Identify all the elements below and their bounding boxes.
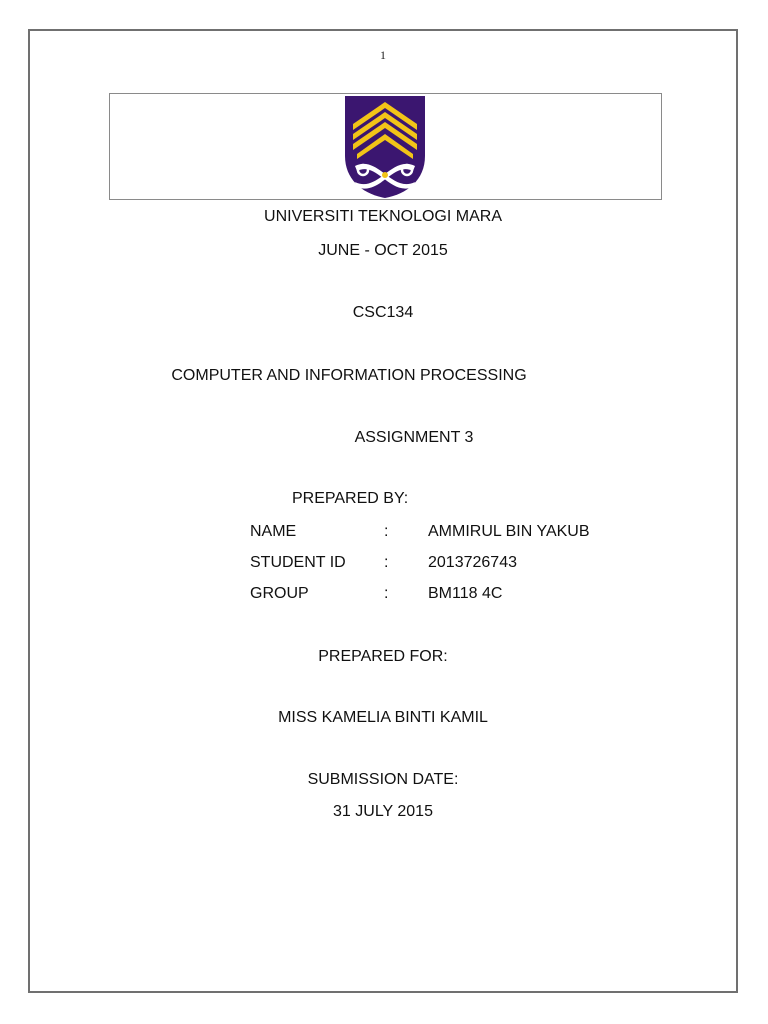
submission-heading: SUBMISSION DATE: (307, 771, 459, 788)
row-colon: : (384, 554, 389, 571)
row-label: STUDENT ID (250, 554, 346, 571)
uitm-crest-icon (343, 94, 427, 200)
university-name: UNIVERSITI TEKNOLOGI MARA (264, 208, 502, 225)
course-name: COMPUTER AND INFORMATION PROCESSING (171, 367, 527, 384)
course-code: CSC134 (352, 304, 414, 321)
row-value: BM118 4C (428, 585, 503, 602)
row-colon: : (384, 585, 389, 602)
row-colon: : (384, 523, 389, 540)
assignment-title: ASSIGNMENT 3 (354, 429, 474, 446)
logo-frame (109, 93, 662, 200)
document-page (28, 29, 738, 993)
submission-date: 31 JULY 2015 (333, 803, 433, 820)
page-number: 1 (380, 48, 386, 62)
prepared-for-heading: PREPARED FOR: (318, 648, 448, 665)
row-value: AMMIRUL BIN YAKUB (428, 523, 590, 540)
lecturer-name: MISS KAMELIA BINTI KAMIL (278, 709, 488, 726)
session: JUNE - OCT 2015 (318, 242, 448, 259)
row-label: NAME (250, 523, 297, 540)
prepared-by-heading: PREPARED BY: (292, 490, 409, 507)
row-value: 2013726743 (428, 554, 517, 571)
row-label: GROUP (250, 585, 309, 602)
